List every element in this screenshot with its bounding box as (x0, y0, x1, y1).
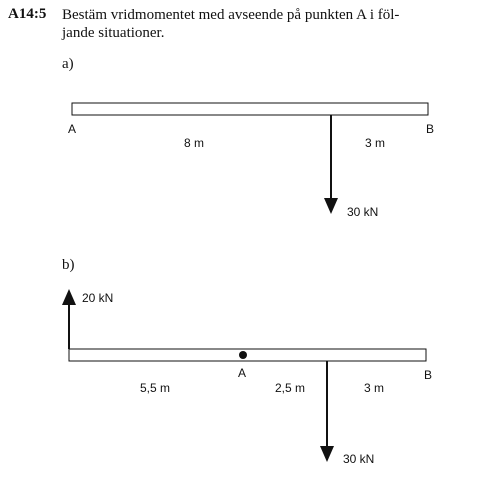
distance-3m-label-b: 3 m (364, 381, 385, 395)
problem-text-line-1: Bestäm vridmomentet med avseende på punkten A i föl- (62, 7, 400, 23)
part-b-diagram (62, 289, 432, 466)
problem-number: A14:5 (8, 6, 47, 22)
point-a-label-a: A (68, 122, 77, 136)
part-b-label: b) (62, 257, 75, 273)
point-b-label-a: B (426, 122, 435, 136)
part-a-diagram (68, 103, 434, 219)
beam-b (69, 349, 426, 361)
problem-text-line-2: jande situationer. (62, 25, 165, 41)
down-arrow-icon (324, 198, 338, 214)
part-a-label: a) (62, 56, 74, 72)
down-arrow-icon (320, 446, 334, 462)
force-30kn-label-b: 30 kN (343, 452, 375, 466)
force-20kn-label: 20 kN (82, 291, 114, 305)
up-arrow-icon (62, 289, 76, 305)
distance-2-5m-label: 2,5 m (275, 381, 306, 395)
distance-8m-label: 8 m (184, 136, 205, 150)
force-30kn-label-a: 30 kN (347, 205, 379, 219)
point-a-label-b: A (238, 366, 247, 380)
point-b-label-b: B (424, 368, 433, 382)
beam-a (72, 103, 428, 115)
distance-5-5m-label: 5,5 m (140, 381, 171, 395)
pivot-point-icon (239, 351, 247, 359)
distance-3m-label-a: 3 m (365, 136, 386, 150)
